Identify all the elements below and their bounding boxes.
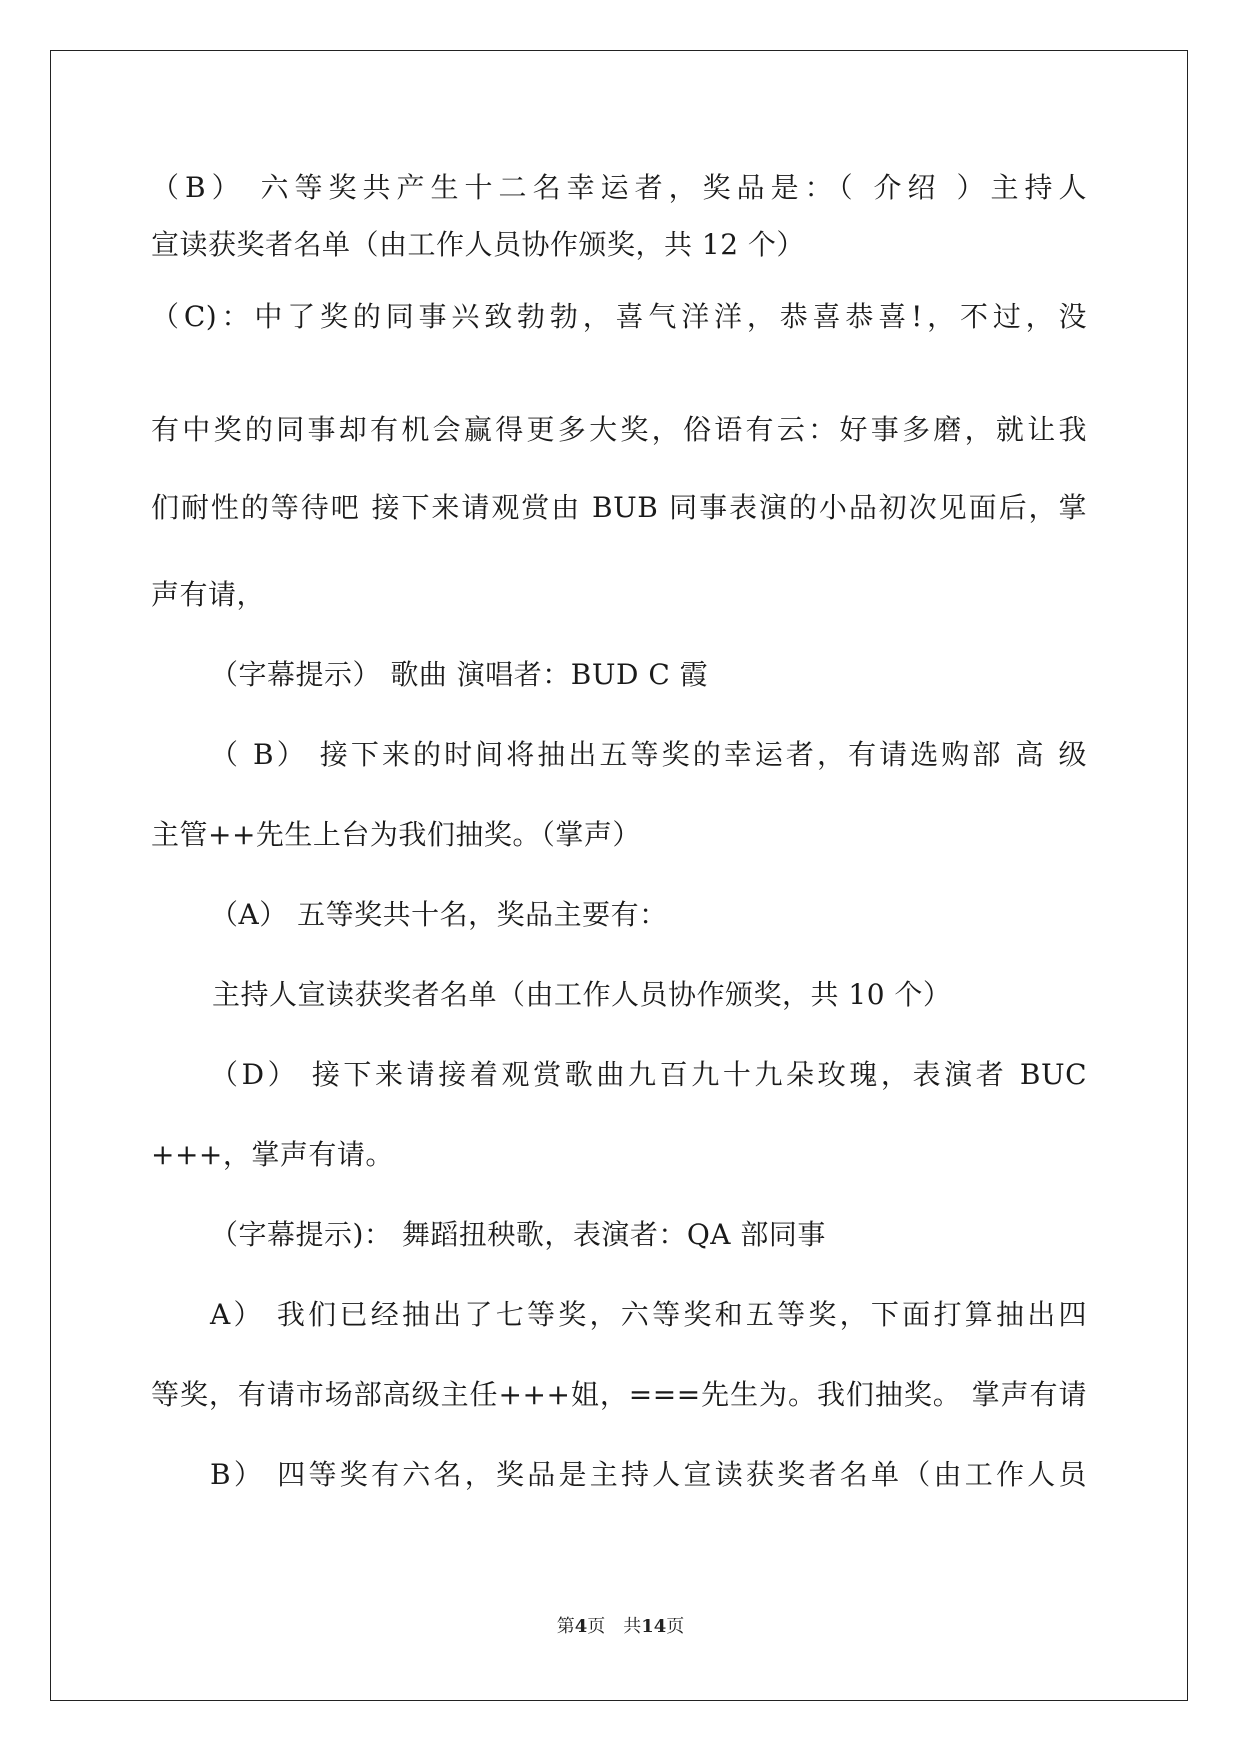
- text-line: 等奖，有请市场部高级主任+++姐，===先生为。我们抽奖。 掌声有请: [151, 1378, 1087, 1411]
- page-footer: [0, 1612, 1241, 1638]
- text-line: （A） 五等奖共十名，奖品主要有：: [210, 898, 668, 931]
- text-line: 宣读获奖者名单（由工作人员协作颁奖，共 12 个）: [151, 228, 805, 261]
- text-line: 们耐性的等待吧 接下来请观赏由 BUB 同事表演的小品初次见面后，掌: [151, 491, 1087, 524]
- footer-prefix: 第: [556, 1616, 575, 1637]
- text-line: （C)：中了奖的同事兴致勃勃，喜气洋洋，恭喜恭喜!，不过，没: [151, 300, 1087, 333]
- total-page-number: 14: [641, 1616, 667, 1637]
- text-line: （B） 六等奖共产生十二名幸运者，奖品是：（ 介绍 ）主持人: [151, 171, 1087, 204]
- text-line: 有中奖的同事却有机会赢得更多大奖，俗语有云：好事多磨，就让我: [151, 413, 1087, 446]
- text-line: （字幕提示） 歌曲 演唱者：BUD C 霞: [210, 658, 709, 691]
- text-line: 主管++先生上台为我们抽奖。（掌声）: [151, 818, 641, 851]
- text-line: 声有请，: [151, 578, 266, 611]
- current-page-number: 4: [574, 1616, 588, 1637]
- text-line: B） 四等奖有六名，奖品是主持人宣读获奖者名单（由工作人员: [210, 1458, 1087, 1491]
- text-line: （ B） 接下来的时间将抽出五等奖的幸运者，有请选购部 高 级: [210, 738, 1087, 771]
- text-line: （D） 接下来请接着观赏歌曲九百九十九朵玫瑰，表演者 BUC: [210, 1058, 1087, 1091]
- text-line: A） 我们已经抽出了七等奖，六等奖和五等奖，下面打算抽出四: [210, 1298, 1087, 1331]
- text-line: 主持人宣读获奖者名单（由工作人员协作颁奖，共 10 个）: [212, 978, 952, 1011]
- footer-mid: 页 共: [587, 1616, 642, 1637]
- footer-suffix: 页: [666, 1616, 685, 1637]
- text-line: +++，掌声有请。: [151, 1138, 394, 1171]
- text-line: （字幕提示)： 舞蹈扭秧歌，表演者：QA 部同事: [210, 1218, 826, 1251]
